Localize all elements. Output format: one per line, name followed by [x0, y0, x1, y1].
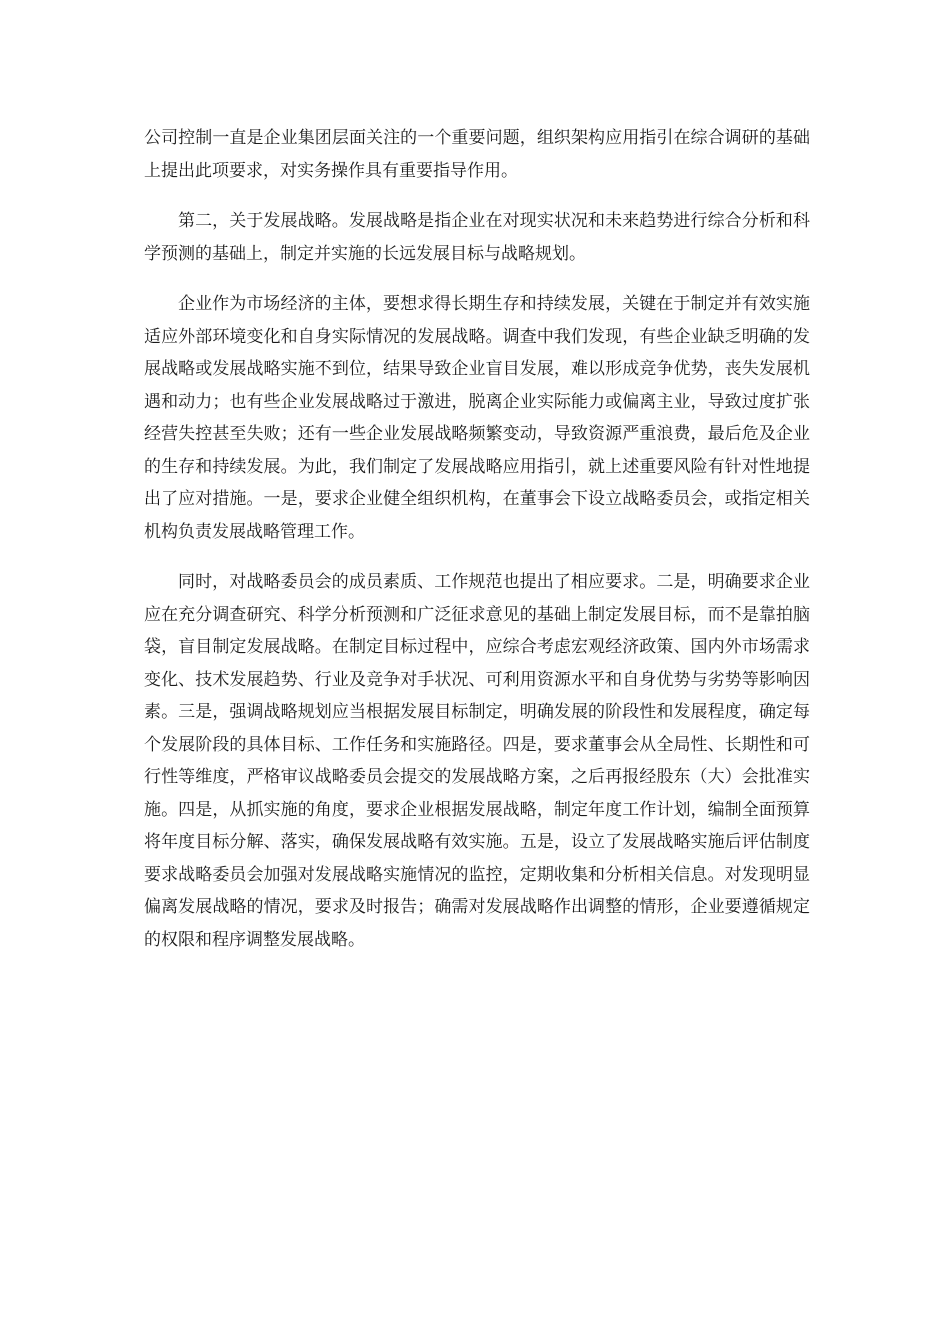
paragraph-1: 公司控制一直是企业集团层面关注的一个重要问题，组织架构应用指引在综合调研的基础上提出此项要求，对实务操作具有重要指导作用。 [144, 128, 810, 181]
paragraph-2: 第二，关于发展战略。发展战略是指企业在对现实状况和未来趋势进行综合分析和科学预测的基础上，制定并实施的长远发展目标与战略规划。 [144, 211, 810, 264]
paragraph-4: 同时，对战略委员会的成员素质、工作规范也提出了相应要求。二是，明确要求企业应在充分调查研究、科学分析预测和广泛征求意见的基础上制定发展目标，而不是靠拍脑袋，盲目制定发展战略。在制定目标过程中，应综合考虑宏观经济政策、国内外市场需求变化、技术发展趋势、行业及竞争对手状况、可利用资源水平和自身优势与劣势等影响因素。三是，强调战略规划应当根据发展目标制定，明确发展的阶段性和发展程度，确定每个发展阶段的具体目标、工作任务和实施路径。四是，要求董事会从全局性、长期性和可行性等维度，严格审议战略委员会提交的发展战略方案，之后再报经股东（大）会批准实施。四是，从抓实施的角度，要求企业根据发展战略，制定年度工作计划，编制全面预算将年度目标分解、落实，确保发展战略有效实施。五是，设立了发展战略实施后评估制度要求战略委员会加强对发展战略实施情况的监控，定期收集和分析相关信息。对发现明显偏离发展战略的情况，要求及时报告；确需对发展战略作出调整的情形，企业要遵循规定的权限和程序调整发展战略。 [144, 572, 810, 950]
document-body [144, 122, 810, 974]
paragraph-3: 企业作为市场经济的主体，要想求得长期生存和持续发展，关键在于制定并有效实施适应外部环境变化和自身实际情况的发展战略。调查中我们发现，有些企业缺乏明确的发展战略或发展战略实施不到位，结果导致企业盲目发展，难以形成竞争优势，丧失发展机遇和动力；也有些企业发展战略过于激进，脱离企业实际能力或偏离主业，导致过度扩张经营失控甚至失败；还有一些企业发展战略频繁变动，导致资源严重浪费，最后危及企业的生存和持续发展。为此，我们制定了发展战略应用指引，就上述重要风险有针对性地提出了应对措施。一是，要求企业健全组织机构，在董事会下设立战略委员会，或指定相关机构负责发展战略管理工作。 [144, 294, 810, 542]
